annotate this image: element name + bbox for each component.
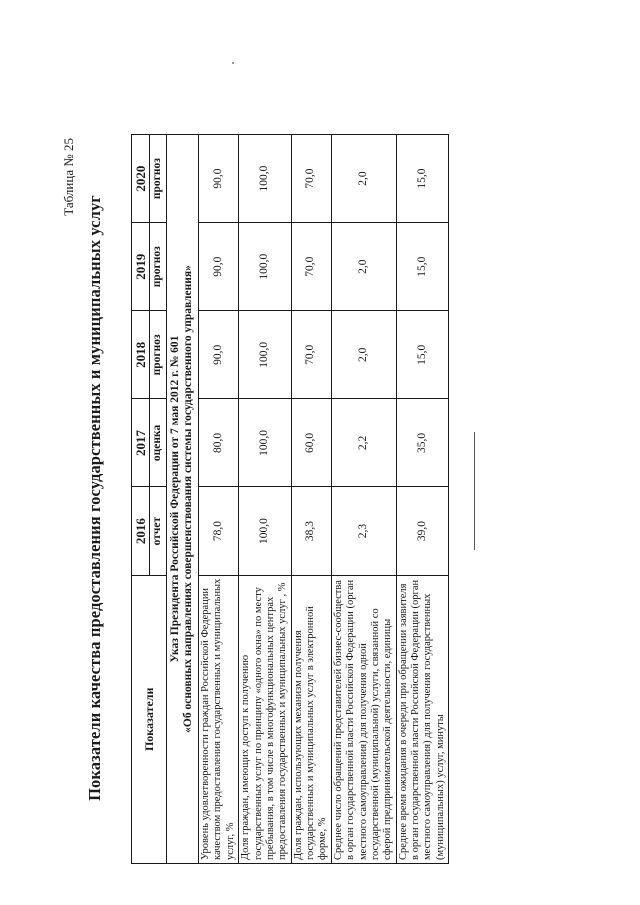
year-header: 2020 [132, 135, 150, 223]
section-heading-line-2: «Об основных направлениях совершенствования системы государственного управления» [182, 265, 195, 733]
value-cell: 15,0 [396, 135, 449, 223]
value-cell: 100,0 [239, 487, 292, 575]
section-heading [166, 135, 198, 864]
value-cell: 39,0 [396, 487, 449, 575]
section-heading-line-1: Указ Президента Российской Федерации от 7 мая 2012 г. № 601 [168, 335, 181, 663]
indicators-table-wrapper [131, 134, 449, 864]
value-cell: 38,3 [291, 487, 331, 575]
indicator-cell: Доля граждан, использующих механизм получения государственных и муниципальных услуг в электронной форме, % [291, 575, 331, 863]
value-cell: 60,0 [291, 399, 331, 487]
table-number: Таблица № 25 [61, 138, 76, 216]
document-title: Показатели качества предоставления государственных и муниципальных услуг [85, 195, 104, 801]
indicator-cell: Доля граждан, имеющих доступ к получению государственных услуг по принципу «одного окна» по месту пребывания, в том числе в многофункциональных центрах предоставления государственных и муниципальных услуг , % [239, 575, 292, 863]
value-cell: 70,0 [291, 223, 331, 311]
table-row [199, 135, 239, 864]
value-cell: 2,0 [331, 311, 396, 399]
value-cell: 80,0 [199, 399, 239, 487]
value-cell: 2,0 [331, 223, 396, 311]
value-cell: 2,0 [331, 135, 396, 223]
section-row [166, 135, 198, 864]
indicator-cell: Уровень удовлетворенности граждан Российской Федерации качеством предоставления государственных и муниципальных услуг, % [199, 575, 239, 863]
year-header: 2018 [132, 311, 150, 399]
value-type-header: прогноз [150, 135, 167, 223]
year-header: 2016 [132, 487, 150, 575]
indicator-column-header: Показатели [132, 575, 167, 863]
value-cell: 100,0 [239, 399, 292, 487]
value-cell: 90,0 [199, 311, 239, 399]
value-cell: 2,3 [331, 487, 396, 575]
table-row [291, 135, 331, 864]
value-cell: 15,0 [396, 311, 449, 399]
value-cell: 15,0 [396, 223, 449, 311]
value-type-header: прогноз [150, 311, 167, 399]
indicator-cell: Среднее число обращений представителей бизнес-сообщества в орган государственной власти Российской Федерации (орган местного самоуправления) для получения одной государственной (муниципальной) услуги, связанной со сферой предпринимательской деятельности, единицы [331, 575, 396, 863]
value-cell: 90,0 [199, 135, 239, 223]
indicators-table [131, 134, 449, 864]
header-row-years [132, 135, 150, 864]
value-cell: 100,0 [239, 135, 292, 223]
value-cell: 2,2 [331, 399, 396, 487]
rotated-page-content [57, 128, 617, 868]
year-header: 2019 [132, 223, 150, 311]
table-row [239, 135, 292, 864]
value-cell: 70,0 [291, 135, 331, 223]
indicator-cell: Среднее время ожидания в очереди при обращении заявителя в орган государственной власти Российской Федерации (орган местного самоуправления) для получения государственных (муниципальных) услуг, минуты [396, 575, 449, 863]
value-cell: 100,0 [239, 223, 292, 311]
value-type-header: отчет [150, 487, 167, 575]
scan-speck [232, 62, 234, 64]
value-type-header: оценка [150, 399, 167, 487]
value-cell: 78,0 [199, 487, 239, 575]
value-cell: 90,0 [199, 223, 239, 311]
table-row [396, 135, 449, 864]
value-cell: 70,0 [291, 311, 331, 399]
table-row [331, 135, 396, 864]
value-cell: 100,0 [239, 311, 292, 399]
value-cell: 35,0 [396, 399, 449, 487]
year-header: 2017 [132, 399, 150, 487]
value-type-header: прогноз [150, 223, 167, 311]
